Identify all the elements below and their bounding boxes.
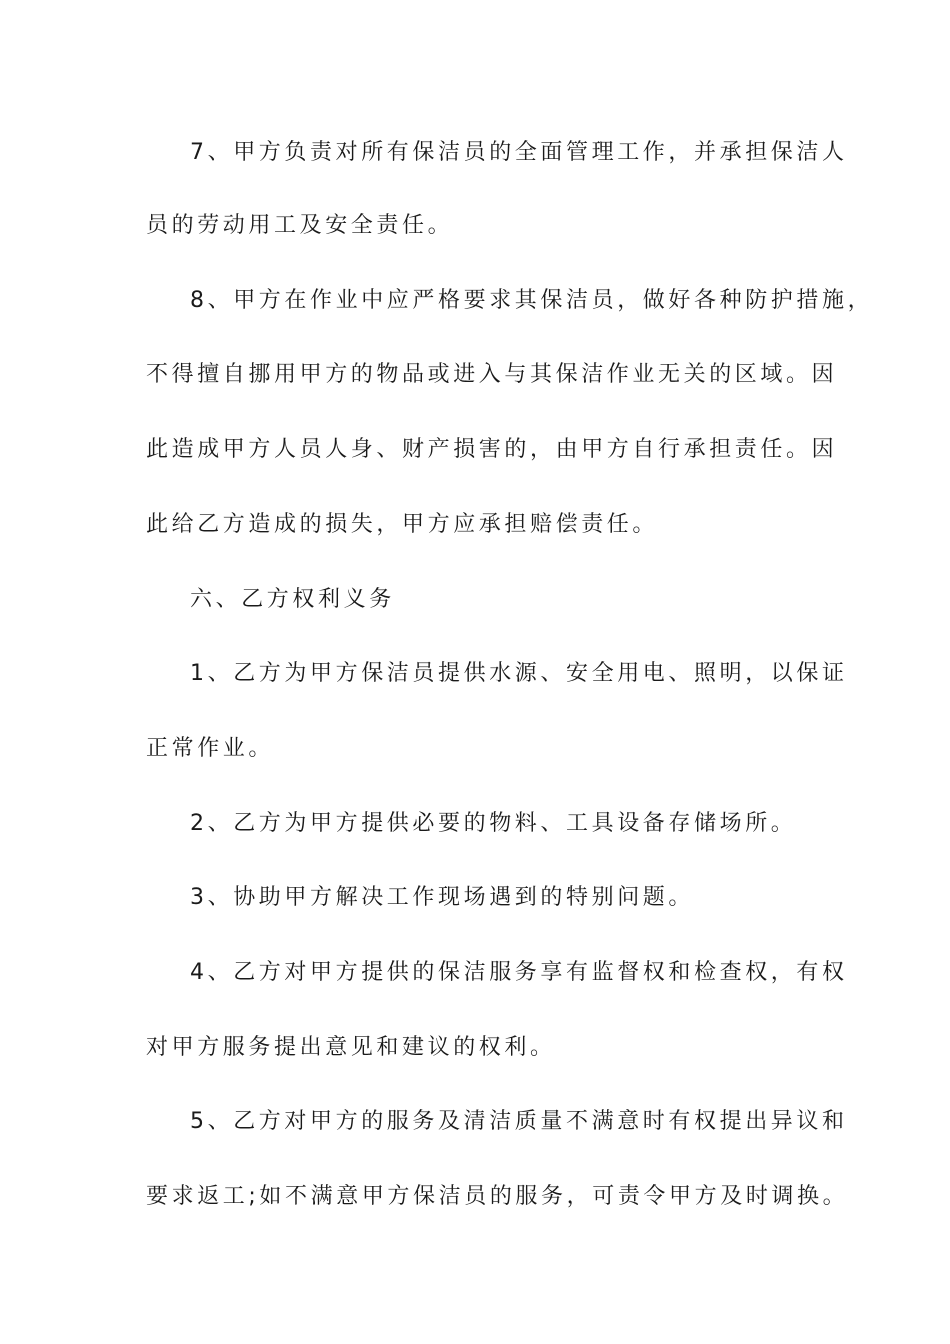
paragraph-8-line-3: 此造成甲方人员人身、财产损害的，由甲方自行承担责任。因	[146, 437, 838, 462]
paragraph-8-line-1: 8、甲方在作业中应严格要求其保洁员，做好各种防护措施，	[190, 288, 874, 313]
paragraph-8-line-4: 此给乙方造成的损失，甲方应承担赔偿责任。	[146, 512, 659, 537]
item-3: 3、协助甲方解决工作现场遇到的特别问题。	[190, 885, 694, 910]
item-4-line-2: 对甲方服务提出意见和建议的权利。	[146, 1035, 556, 1060]
paragraph-8-line-2: 不得擅自挪用甲方的物品或进入与其保洁作业无关的区域。因	[146, 362, 838, 387]
section-heading: 六、乙方权利义务	[190, 587, 395, 612]
item-1-line-1: 1、乙方为甲方保洁员提供水源、安全用电、照明，以保证	[190, 661, 848, 686]
item-2: 2、乙方为甲方提供必要的物料、工具设备存储场所。	[190, 811, 797, 836]
paragraph-7-line-1: 7、甲方负责对所有保洁员的全面管理工作，并承担保洁人	[190, 140, 848, 165]
paragraph-7-line-2: 员的劳动用工及安全责任。	[146, 213, 454, 238]
item-5-line-2: 要求返工;如不满意甲方保洁员的服务，可责令甲方及时调换。	[146, 1184, 849, 1209]
item-4-line-1: 4、乙方对甲方提供的保洁服务享有监督权和检查权，有权	[190, 960, 848, 985]
item-5-line-1: 5、乙方对甲方的服务及清洁质量不满意时有权提出异议和	[190, 1109, 848, 1134]
item-1-line-2: 正常作业。	[146, 736, 275, 761]
